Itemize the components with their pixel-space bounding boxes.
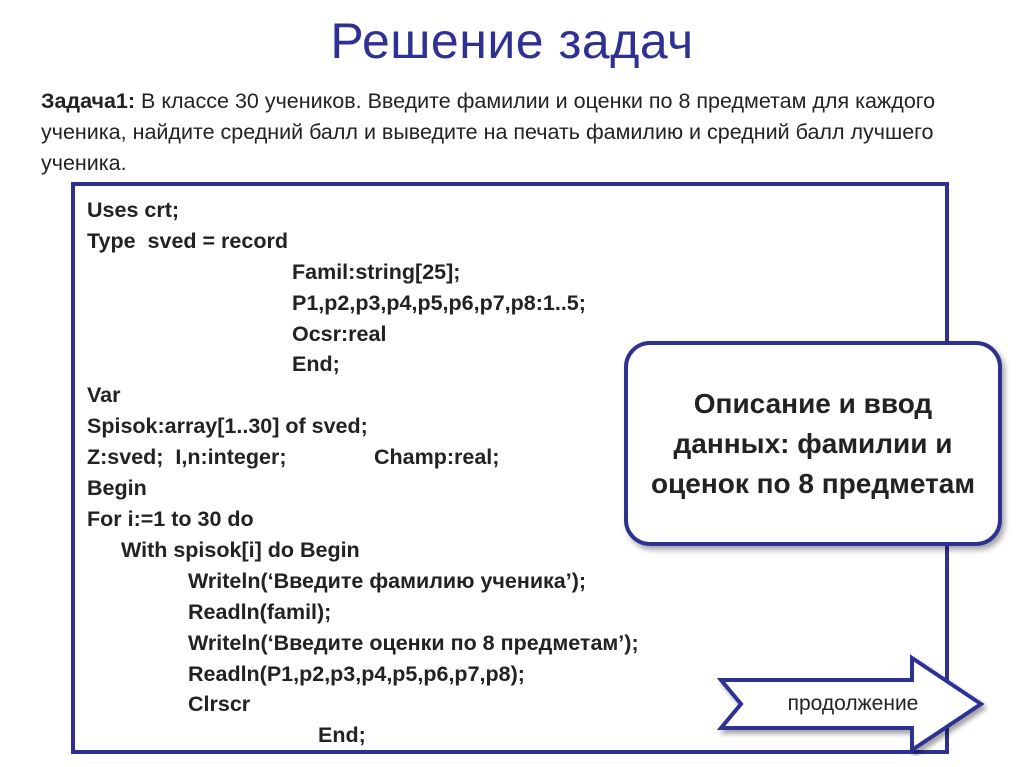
callout-text: Описание и ввод данных: фамилии и оценок по 8 предметам [650,387,976,499]
code-line: Spisok:array[1..30] of sved; [87,414,368,438]
code-line: Type sved = record [87,229,288,253]
code-line: With spisok[i] do Begin [121,538,360,562]
code-line: Champ:real; [374,445,500,469]
code-line: Uses crt; [87,198,180,222]
code-line: Z:sved; I,n:integer; [87,445,287,469]
code-line: End; [292,352,340,376]
code-line: Begin [87,476,147,500]
code-line: Writeln(‘Введите оценки по 8 предметам’); [188,631,639,655]
task-description [41,86,1001,179]
code-line: End; [318,723,366,747]
code-line: For i:=1 to 30 do [87,507,254,531]
code-line: Var [87,383,121,407]
code-line: Famil:string[25]; [292,260,461,284]
code-line: Ocsr:real [292,322,387,346]
code-line: Writeln(‘Введите фамилию ученика’); [188,569,587,593]
task-text: В классе 30 учеников. Введите фамилии и оценки по 8 предметам для каждого ученика, найдите средний балл и выведите на печать фамилию и средний балл лучшего ученика. [41,89,936,175]
task-label: Задача1: [41,89,136,113]
continue-label: продолжение [787,692,919,715]
description-callout [624,341,1002,546]
slide-title: Решение задач [330,13,694,69]
code-line: Clrscr [188,692,251,716]
code-line: Readln(famil); [188,600,332,624]
code-line: Readln(P1,p2,p3,p4,p5,p6,p7,p8); [188,662,525,686]
code-line: P1,p2,p3,p4,p5,p6,p7,p8:1..5; [292,291,586,315]
continue-button[interactable] [717,654,989,756]
